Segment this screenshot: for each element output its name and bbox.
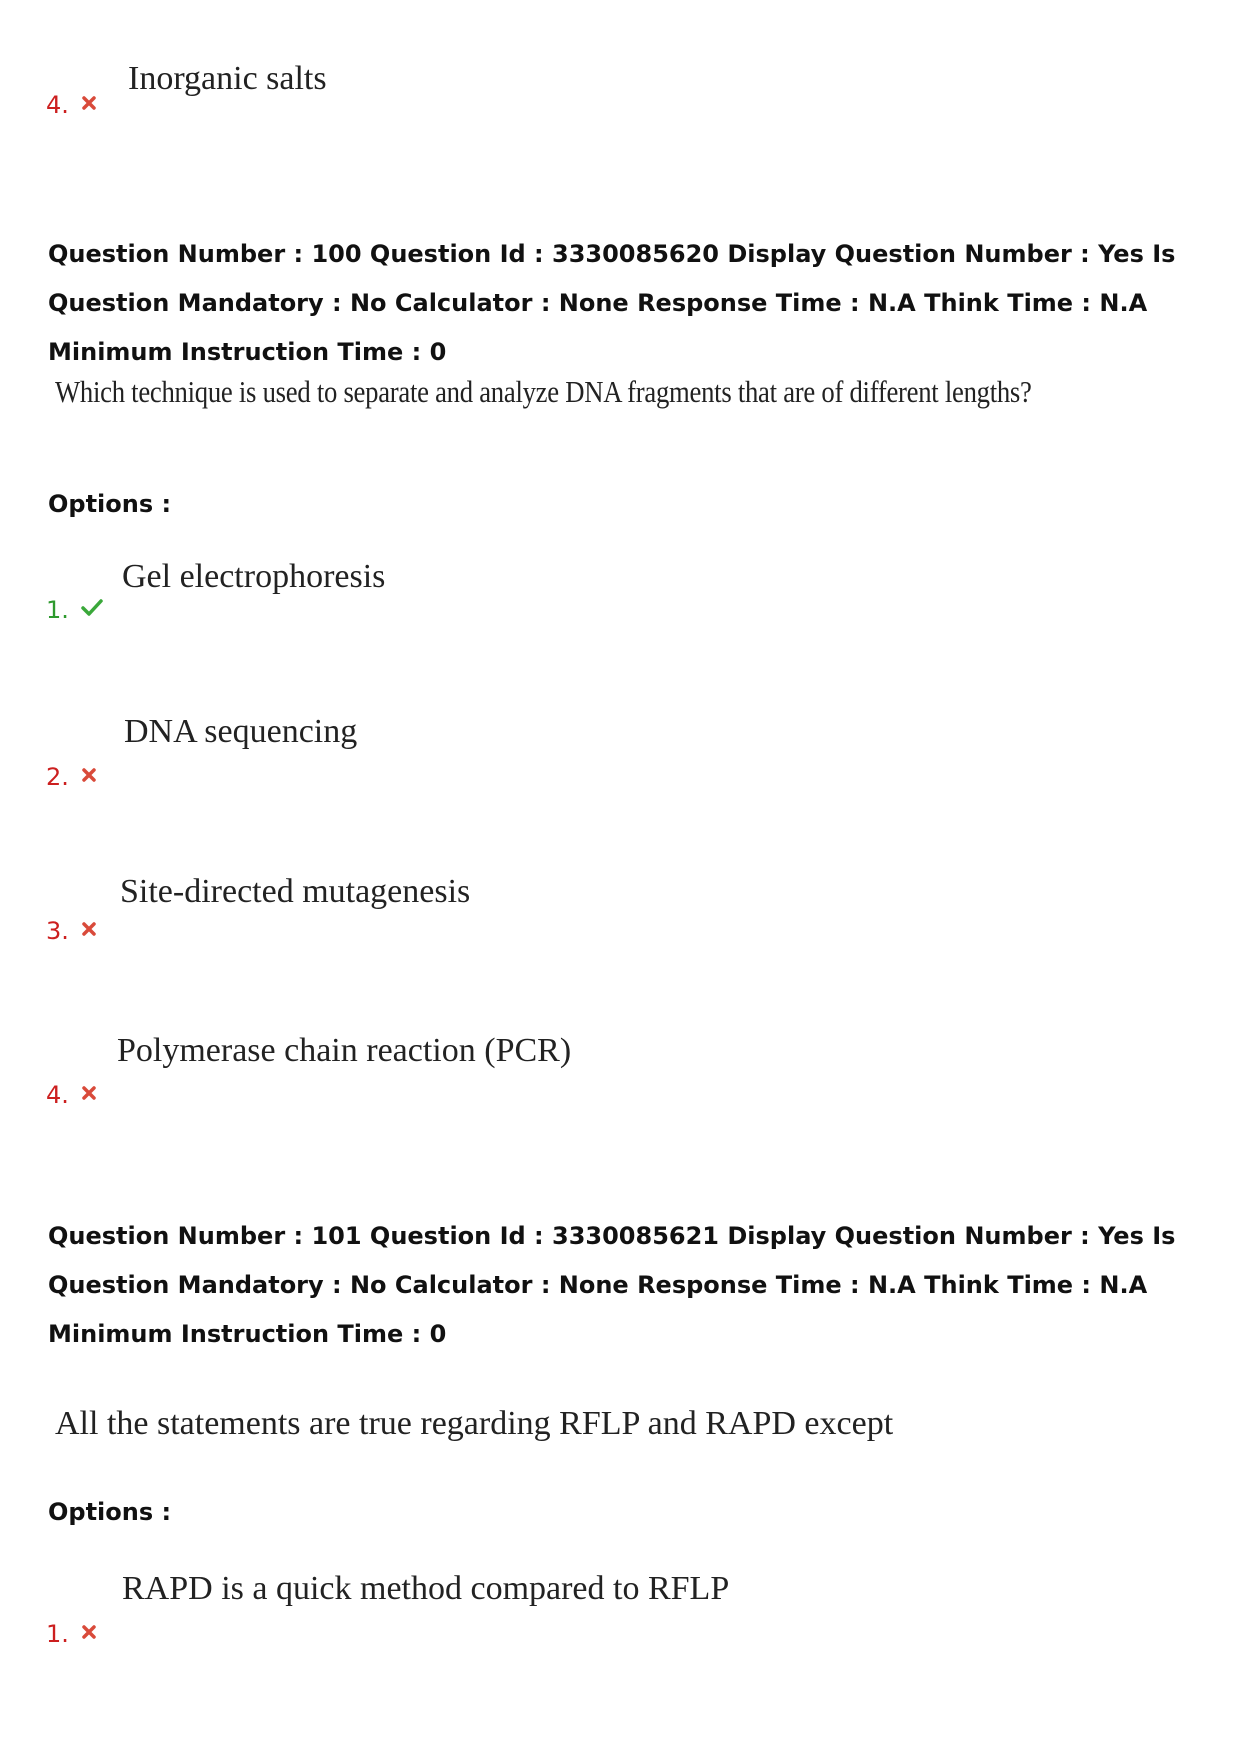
question-100-options-label: Options : — [48, 490, 172, 518]
option-number: 1. — [46, 596, 69, 624]
q100-option-2-text: DNA sequencing — [124, 713, 358, 750]
q100-option-1-number — [46, 596, 103, 624]
wrong-cross-icon — [81, 1624, 97, 1640]
q101-option-1-text: RAPD is a quick method compared to RFLP — [122, 1570, 730, 1607]
option-number: 3. — [46, 917, 69, 945]
option-number: 4. — [46, 91, 69, 119]
option-number: 2. — [46, 763, 69, 791]
correct-check-icon — [81, 598, 103, 616]
wrong-cross-icon — [81, 95, 97, 111]
question-101-text: All the statements are true regarding RFLP and RAPD except — [55, 1405, 894, 1442]
question-101-options-label: Options : — [48, 1498, 172, 1526]
question-100-text: Which technique is used to separate and analyze DNA fragments that are of different lengths? — [55, 374, 1032, 409]
q100-option-3-number — [46, 917, 97, 945]
question-100-meta: Question Number : 100 Question Id : 3330085620 Display Question Number : Yes Is Question Mandatory : No Calculator : None Response Time : N.A Think Time : N.A Minimum Instruction Time : 0 — [48, 240, 1176, 366]
q100-option-1-text: Gel electrophoresis — [122, 558, 386, 595]
q100-option-4-text: Polymerase chain reaction (PCR) — [117, 1032, 572, 1069]
option-number: 4. — [46, 1081, 69, 1109]
q100-option-3-text: Site-directed mutagenesis — [120, 873, 471, 910]
wrong-cross-icon — [81, 767, 97, 783]
wrong-cross-icon — [81, 1085, 97, 1101]
q100-option-2-number — [46, 763, 97, 791]
q100-option-4-number — [46, 1081, 97, 1109]
option-number: 1. — [46, 1620, 69, 1648]
prev-option-4-number — [46, 91, 97, 119]
wrong-cross-icon — [81, 921, 97, 937]
question-101-meta: Question Number : 101 Question Id : 3330085621 Display Question Number : Yes Is Question Mandatory : No Calculator : None Response Time : N.A Think Time : N.A Minimum Instruction Time : 0 — [48, 1222, 1176, 1348]
q101-option-1-number — [46, 1620, 97, 1648]
prev-option-4-text: Inorganic salts — [128, 60, 327, 97]
